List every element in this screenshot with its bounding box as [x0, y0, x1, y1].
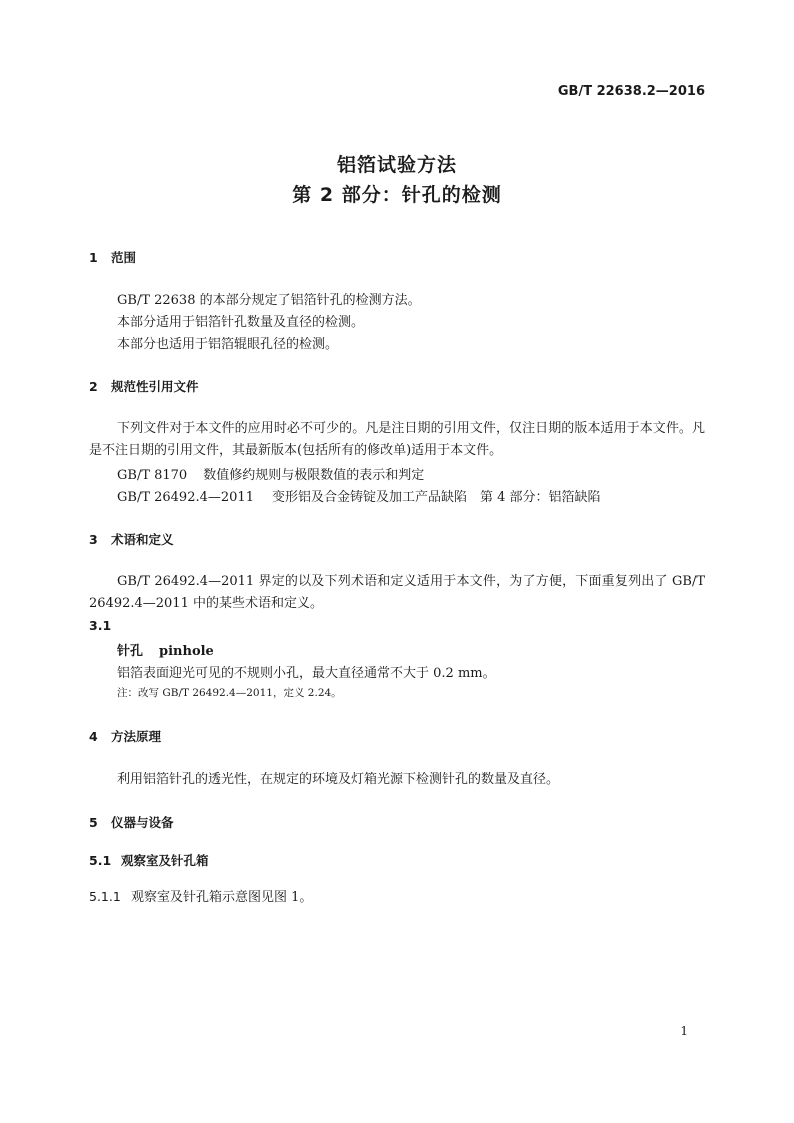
reference-item: [117, 464, 424, 483]
section-1-heading: [89, 248, 136, 266]
section-title: 术语和定义: [111, 532, 174, 547]
subsection-number: 5.1: [89, 853, 112, 868]
section-number: 3: [89, 532, 98, 547]
paragraph: 下列文件对于本文件的应用时必不可少的。凡是注日期的引用文件，仅注日期的版本适用于本文件。凡是不注日期的引用文件，其最新版本(包括所有的修改单)适用于本文件。: [89, 421, 705, 458]
paragraph: 本部分也适用于铝箔辊眼孔径的检测。: [117, 337, 339, 352]
document-title: 铝箔试验方法: [336, 154, 457, 176]
subsection-text: 观察室及针孔箱示意图见图 1。: [131, 890, 313, 905]
section-number: 1: [89, 250, 98, 265]
page-number: 1: [680, 1024, 688, 1038]
term-definition: 铝箔表面迎光可见的不规则小孔，最大直径通常不大于 0.2 mm。: [117, 666, 496, 681]
paragraph: 本部分适用于铝箔针孔数量及直径的检测。: [117, 315, 365, 330]
subsection-5-1-1: [89, 886, 312, 905]
paragraph: 利用铝箔针孔的透光性，在规定的环境及灯箱光源下检测针孔的数量及直径。: [117, 772, 560, 787]
term-heading: [117, 640, 214, 659]
section-5-heading: [89, 813, 174, 831]
term-number: 3.1: [89, 618, 112, 633]
document-subtitle: 第 2 部分：针孔的检测: [292, 184, 502, 206]
subsection-5-1-heading: [89, 851, 209, 869]
section-number: 4: [89, 729, 98, 744]
section-4-heading: [89, 727, 161, 745]
subsection-number: 5.1.1: [89, 889, 121, 904]
section-number: 2: [89, 379, 98, 394]
section-title: 范围: [111, 250, 137, 265]
section-title: 仪器与设备: [111, 815, 174, 830]
subsection-title: 观察室及针孔箱: [121, 853, 209, 868]
section-title: 规范性引用文件: [111, 379, 199, 394]
reference-title: 数值修约规则与极限数值的表示和判定: [203, 468, 425, 483]
term-chinese: 针孔: [117, 644, 144, 659]
reference-code: GB/T 26492.4—2011: [117, 490, 254, 505]
reference-title: 变形铝及合金铸锭及加工产品缺陷 第 4 部分：铝箔缺陷: [271, 490, 601, 505]
reference-code: GB/T 8170: [117, 468, 188, 483]
section-2-heading: [89, 377, 199, 395]
standard-number: GB/T 22638.2—2016: [557, 84, 705, 99]
paragraph: GB/T 26492.4—2011 界定的以及下列术语和定义适用于本文件，为了方便，下面重复列出了 GB/T 26492.4—2011 中的某些术语和定义。: [89, 574, 705, 611]
reference-item: [117, 486, 601, 505]
paragraph: GB/T 22638 的本部分规定了铝箔针孔的检测方法。: [117, 293, 421, 308]
term-english: pinhole: [159, 644, 214, 659]
section-number: 5: [89, 815, 98, 830]
section-3-heading: [89, 530, 174, 548]
term-note: 注：改写 GB/T 26492.4—2011，定义 2.24。: [117, 687, 342, 699]
section-title: 方法原理: [111, 729, 162, 744]
